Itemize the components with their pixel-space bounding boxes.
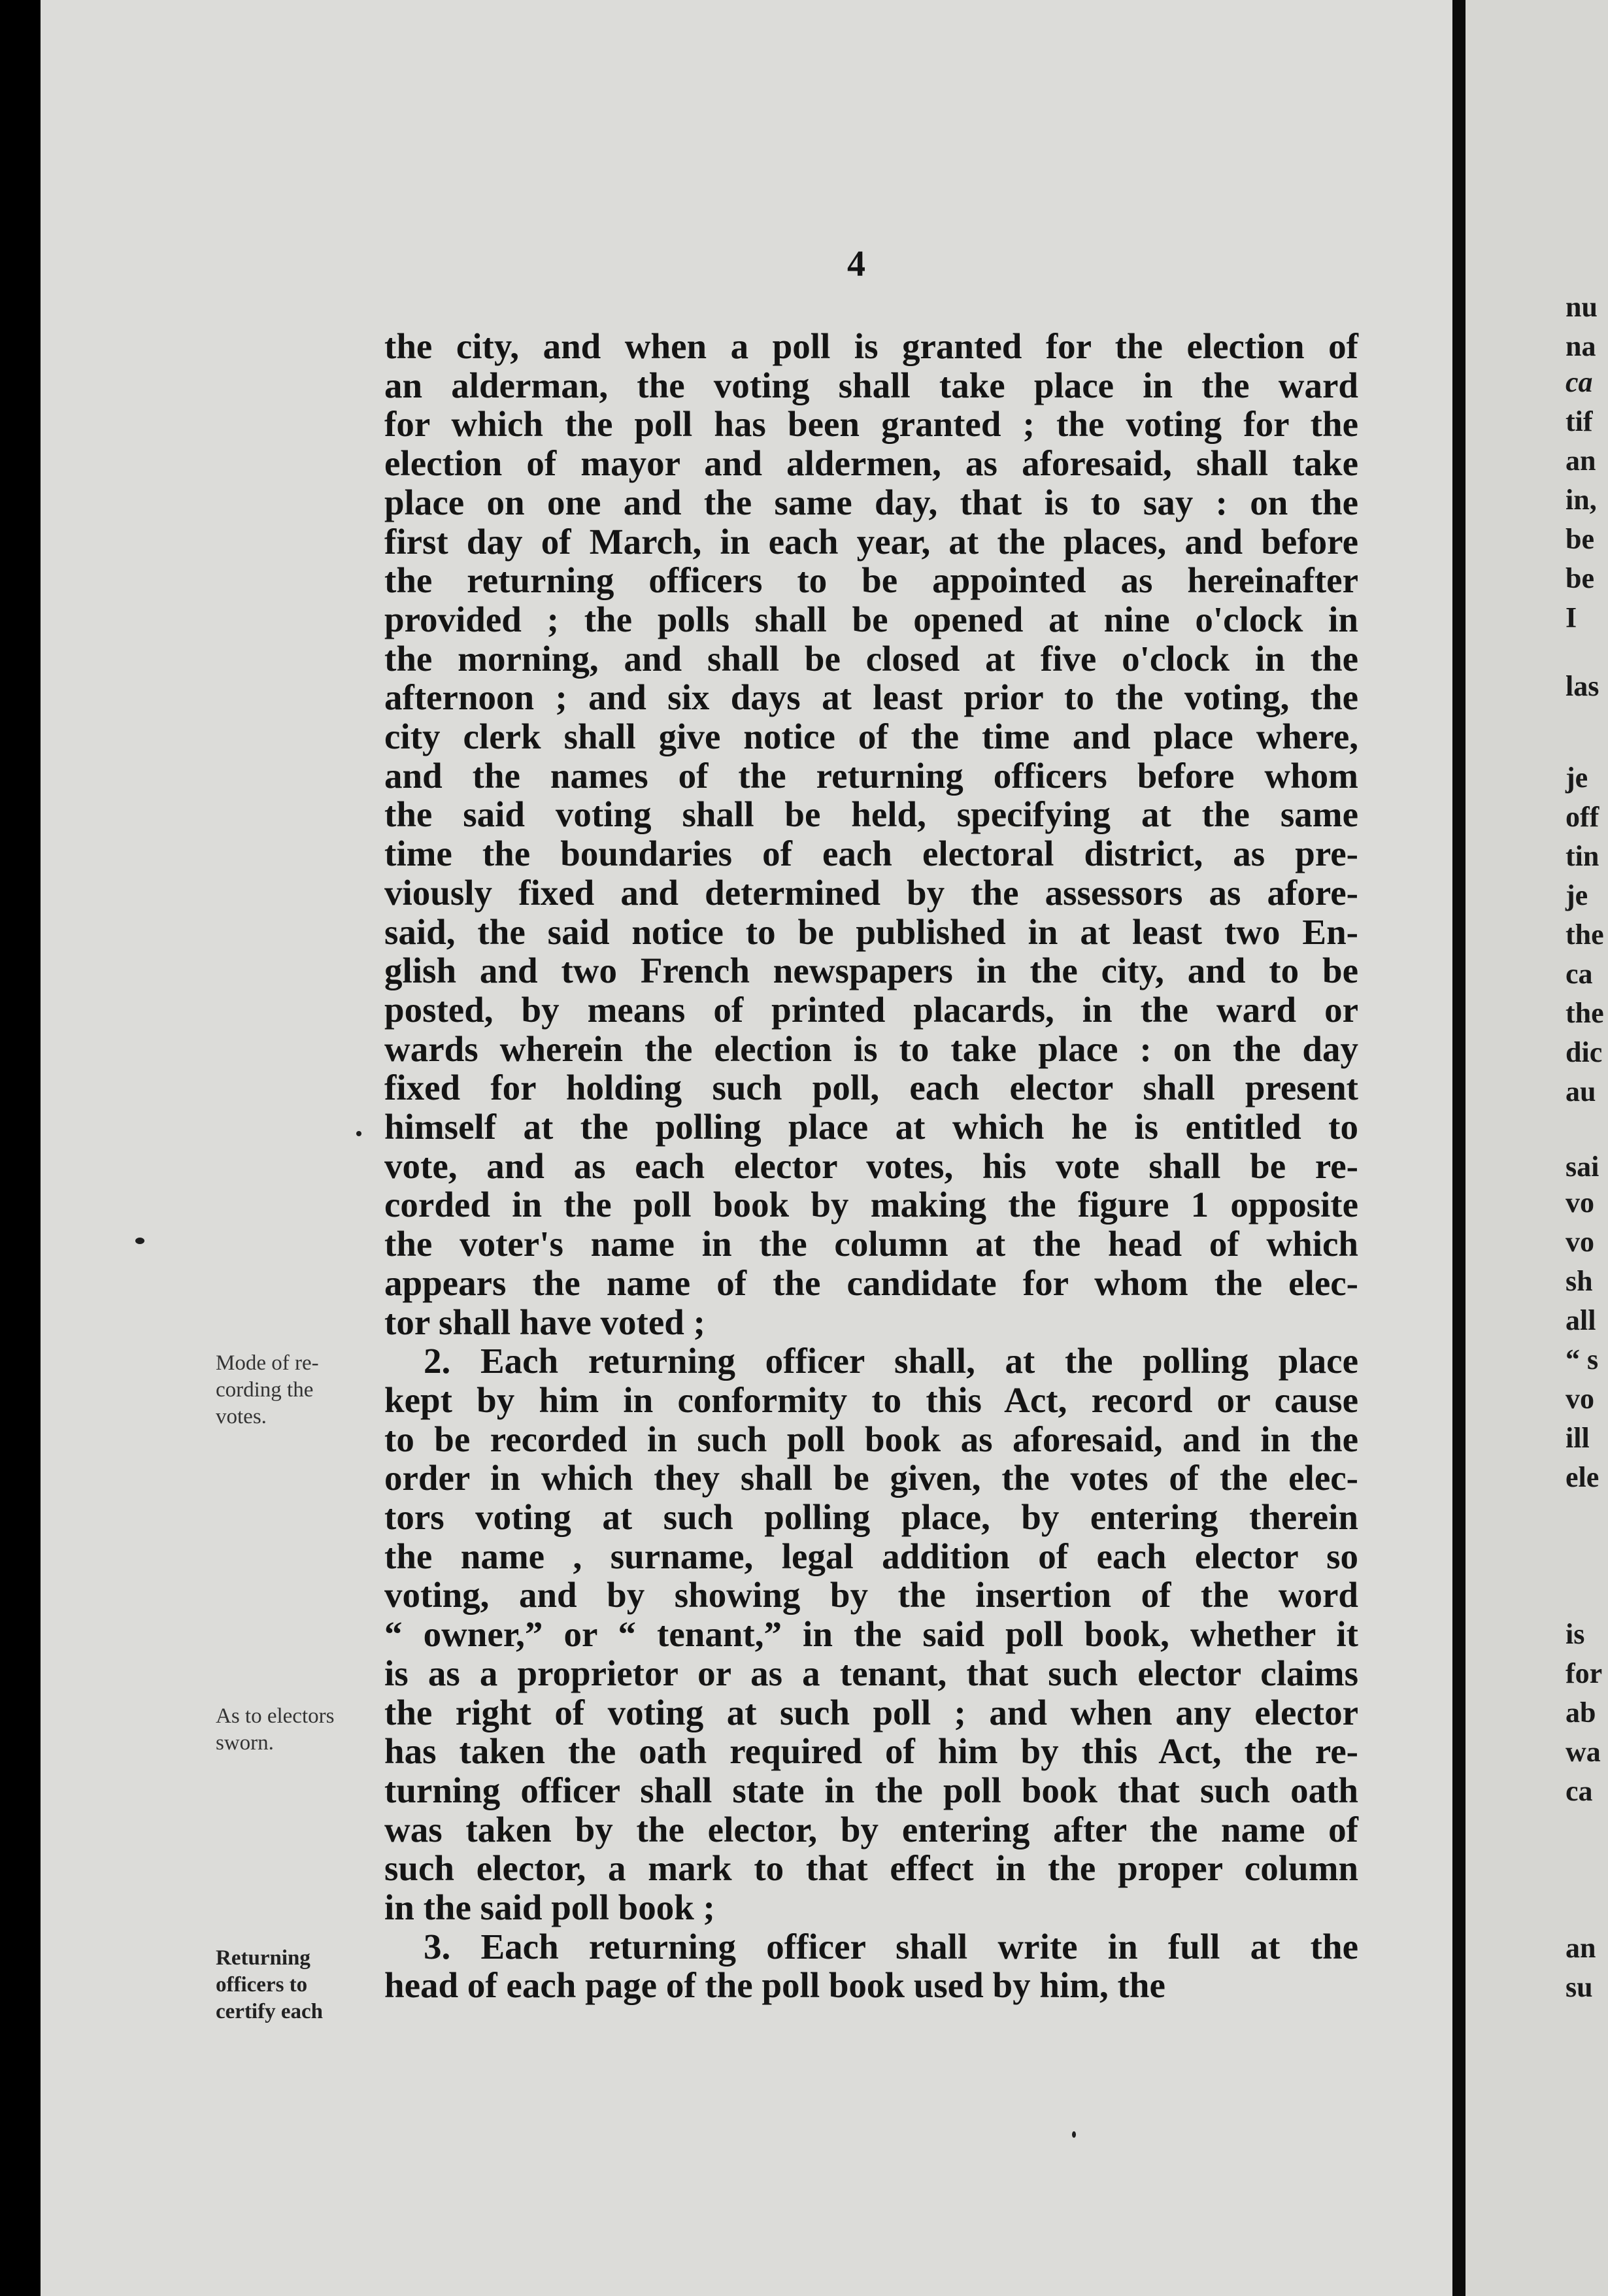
text-line: the said voting shall be held, specifying at the same: [384, 794, 1358, 835]
text-line: vote, and as each elector votes, his vote shall be re-: [384, 1145, 1358, 1186]
margin-note-line: certify each: [216, 2000, 323, 2023]
adjacent-line-fragment: tif: [1566, 405, 1593, 437]
text-line: and the names of the returning officers before whom: [384, 755, 1358, 796]
text-line: said, the said notice to be published in at least two En-: [384, 911, 1358, 952]
text-line: was taken by the elector, by entering after the name of: [384, 1809, 1358, 1849]
text-line: kept by him in conformity to this Act, record or cause: [384, 1379, 1358, 1420]
adjacent-line-fragment: wa: [1566, 1736, 1601, 1768]
adjacent-line-fragment: las: [1566, 670, 1600, 702]
adjacent-line-fragment: ca: [1566, 366, 1593, 398]
text-line: such elector, a mark to that effect in the proper column: [384, 1848, 1358, 1889]
text-line: fixed for holding such poll, each elector shall present: [384, 1068, 1358, 1108]
margin-note-line: votes.: [216, 1405, 267, 1428]
adjacent-line-fragment: ca: [1566, 958, 1593, 990]
text-line: tors voting at such polling place, by entering therein: [384, 1497, 1358, 1537]
text-line: city clerk shall give notice of the time and place where,: [384, 717, 1358, 756]
text-line: time the boundaries of each electoral district, as pre-: [384, 834, 1358, 874]
text-line: election of mayor and aldermen, as aforesaid, shall take: [384, 443, 1358, 484]
text-line: appears the name of the candidate for whom the elec-: [384, 1262, 1358, 1303]
adjacent-line-fragment: be: [1566, 523, 1594, 555]
adjacent-line-fragment: “ s: [1566, 1343, 1599, 1376]
text-line: corded in the poll book by making the figure 1 opposite: [384, 1185, 1358, 1225]
text-line: turning officer shall state in the poll book that such oath: [384, 1770, 1358, 1810]
margin-note-line: Mode of re-: [216, 1351, 319, 1375]
text-line: 3. Each returning officer shall write in full at the: [424, 1926, 1358, 1967]
adjacent-line-fragment: ca: [1566, 1775, 1593, 1807]
margin-note-line: cording the: [216, 1378, 314, 1402]
adjacent-line-fragment: off: [1566, 801, 1600, 833]
adjacent-line-fragment: an: [1566, 1932, 1596, 1964]
text-line: has taken the oath required of him by this Act, the re-: [384, 1731, 1358, 1772]
adjacent-line-fragment: vo: [1566, 1226, 1594, 1258]
text-line: the name , surname, legal addition of each elector so: [384, 1536, 1358, 1576]
ink-speck: [356, 1131, 361, 1136]
text-line: is as a proprietor or as a tenant, that such elector claims: [384, 1653, 1358, 1693]
text-line: 2. Each returning officer shall, at the polling place: [424, 1341, 1358, 1381]
adjacent-line-fragment: sh: [1566, 1265, 1593, 1297]
text-line: place on one and the same day, that is to say : on the: [384, 482, 1358, 522]
text-line: the returning officers to be appointed as hereinafter: [384, 560, 1358, 601]
page-gutter: [1452, 0, 1466, 2296]
adjacent-line-fragment: the: [1566, 997, 1604, 1029]
adjacent-line-fragment: I: [1566, 601, 1577, 633]
adjacent-line-fragment: ab: [1566, 1697, 1596, 1729]
text-line: first day of March, in each year, at the places, and before: [384, 521, 1358, 562]
adjacent-line-fragment: tin: [1566, 840, 1600, 872]
text-line: tor shall have voted ;: [384, 1302, 705, 1342]
adjacent-line-fragment: in,: [1566, 484, 1597, 516]
text-line: viously fixed and determined by the assessors as afore-: [384, 872, 1358, 913]
adjacent-line-fragment: na: [1566, 330, 1596, 362]
adjacent-line-fragment: vo: [1566, 1383, 1594, 1415]
text-line: to be recorded in such poll book as aforesaid, and in the: [384, 1419, 1358, 1459]
adjacent-line-fragment: for: [1566, 1657, 1603, 1689]
text-line: the morning, and shall be closed at five o'clock in the: [384, 638, 1358, 679]
adjacent-line-fragment: je: [1566, 762, 1588, 794]
margin-note-line: sworn.: [216, 1731, 274, 1755]
text-line: the voter's name in the column at the head of which: [384, 1224, 1358, 1264]
adjacent-line-fragment: the: [1566, 919, 1604, 951]
text-line: head of each page of the poll book used by him, the: [384, 1965, 1165, 2006]
page-number: 4: [847, 244, 865, 284]
text-line: wards wherein the election is to take place : on the day: [384, 1028, 1358, 1069]
margin-note-line: As to electors: [216, 1704, 335, 1728]
text-line: himself at the polling place at which he is entitled to: [384, 1107, 1358, 1147]
text-line: posted, by means of printed placards, in the ward or: [384, 989, 1358, 1030]
adjacent-line-fragment: je: [1566, 879, 1588, 911]
text-line: the right of voting at such poll ; and when any elector: [384, 1692, 1358, 1732]
text-line: in the said poll book ;: [384, 1887, 715, 1927]
text-line: voting, and by showing by the insertion of the word: [384, 1575, 1358, 1615]
adjacent-line-fragment: be: [1566, 562, 1594, 594]
text-line: “ owner,” or “ tenant,” in the said poll book, whether it: [384, 1614, 1358, 1655]
text-line: order in which they shall be given, the votes of the elec-: [384, 1458, 1358, 1498]
text-line: for which the poll has been granted ; the voting for the: [384, 404, 1358, 445]
adjacent-line-fragment: sai: [1566, 1151, 1600, 1183]
ink-speck: [135, 1238, 144, 1244]
adjacent-line-fragment: dic: [1566, 1036, 1603, 1068]
adjacent-line-fragment: all: [1566, 1304, 1596, 1336]
adjacent-line-fragment: au: [1566, 1075, 1596, 1107]
text-line: an alderman, the voting shall take place in the ward: [384, 365, 1358, 405]
adjacent-line-fragment: is: [1566, 1618, 1585, 1650]
adjacent-line-fragment: su: [1566, 1971, 1593, 2003]
text-line: glish and two French newspapers in the city, and to be: [384, 951, 1358, 991]
margin-note-line: officers to: [216, 1973, 308, 1997]
text-line: the city, and when a poll is granted for the election of: [384, 326, 1358, 366]
adjacent-line-fragment: ill: [1566, 1422, 1590, 1454]
adjacent-line-fragment: vo: [1566, 1187, 1594, 1219]
adjacent-line-fragment: ele: [1566, 1461, 1600, 1493]
text-line: afternoon ; and six days at least prior to the voting, the: [384, 677, 1358, 718]
adjacent-line-fragment: an: [1566, 445, 1596, 477]
ink-speck: [1072, 2131, 1076, 2138]
text-line: provided ; the polls shall be opened at nine o'clock in: [384, 599, 1358, 639]
margin-note-line: Returning: [216, 1946, 310, 1970]
adjacent-line-fragment: nu: [1566, 291, 1598, 323]
